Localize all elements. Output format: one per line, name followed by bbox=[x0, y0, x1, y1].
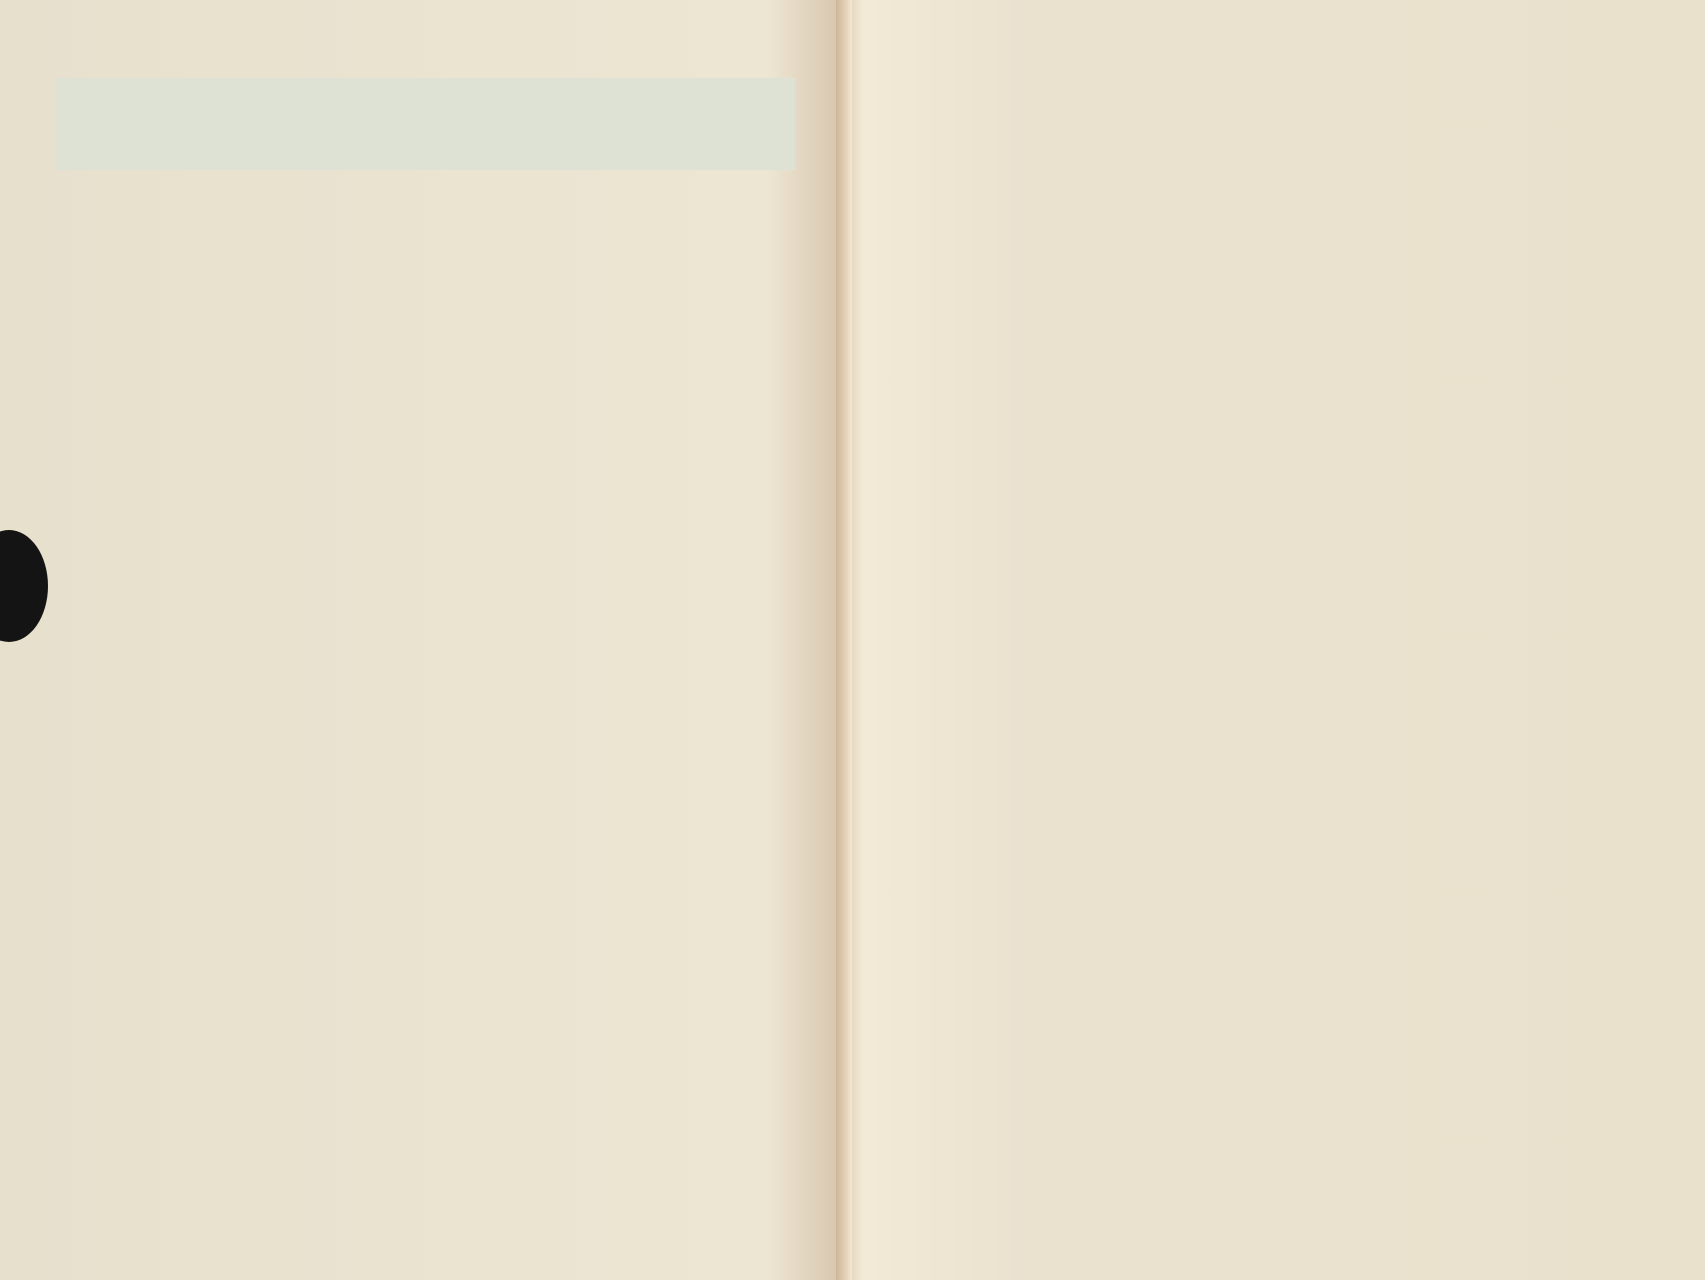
title-band bbox=[55, 78, 795, 170]
left-page bbox=[0, 0, 843, 1280]
thumb-tab bbox=[0, 530, 48, 642]
right-page bbox=[843, 0, 1705, 1280]
